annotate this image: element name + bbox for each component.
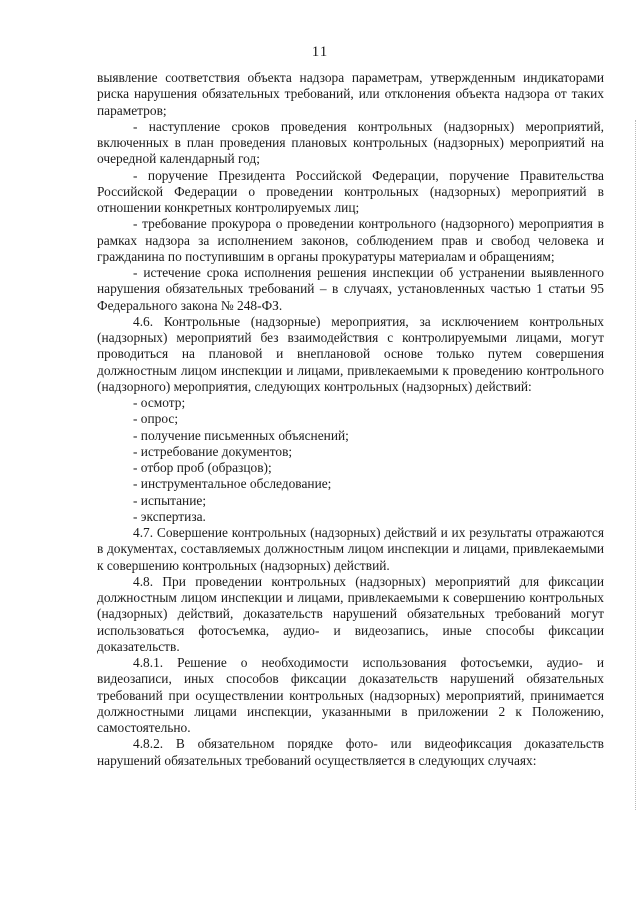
list-item: - истребование документов; bbox=[133, 443, 293, 459]
paragraph: 4.6. Контрольные (надзорные) мероприятия, за исключением контрольных (надзорных) мероприятий без взаимодействия с контролируемыми лицами, могут проводиться на плановой и внеплановой основе только путем совершения должностным лицом инспекции и лицами, привлекаемыми к проведению контрольного (надзорного) мероприятия, следующих контрольных (надзорных) действий: bbox=[97, 313, 604, 394]
scan-edge-artifact bbox=[634, 120, 636, 810]
paragraph: выявление соответствия объекта надзора параметрам, утвержденным индикаторами риска нарушения обязательных требований, или отклонения объекта надзора от таких параметров; bbox=[97, 70, 604, 118]
paragraph: 4.7. Совершение контрольных (надзорных) действий и их результаты отражаются в документах, составляемых должностным лицом инспекции и лицами, привлекаемыми к совершению контрольных (надзорных) действий. bbox=[97, 525, 604, 573]
list-item: - отбор проб (образцов); bbox=[133, 460, 272, 475]
list-item: - осмотр; bbox=[133, 395, 186, 410]
list-item: - экспертиза. bbox=[133, 508, 206, 524]
page-number: 11 bbox=[311, 44, 329, 60]
paragraph: 4.8. При проведении контрольных (надзорных) мероприятий для фиксации должностным лицом инспекции и лицами, привлекаемыми к совершению контрольных (надзорных) действий, доказательств нарушений обязательных требований могут использоваться фотосъемка, аудио- и видеозапись, иные способы фиксации доказательств. bbox=[97, 573, 604, 654]
paragraph: 4.8.2. В обязательном порядке фото- или видеофиксация доказательств нарушений обязательных требований осуществляется в следующих случаях: bbox=[97, 736, 604, 768]
paragraph: - истечение срока исполнения решения инспекции об устранении выявленного нарушения обязательных требований – в случаях, установленных частью 1 статьи 95 Федерального закона № 248-ФЗ. bbox=[97, 265, 604, 313]
paragraph: 4.8.1. Решение о необходимости использования фотосъемки, аудио- и видеозаписи, иных способов фиксации доказательств нарушений обязательных требований при осуществлении контрольных (надзорных) мероприятий, принимается должностными лицами инспекции, указанными в приложении 2 к Положению, самостоятельно. bbox=[97, 655, 604, 735]
list-item: - опрос; bbox=[133, 411, 179, 427]
list-item: - инструментальное обследование; bbox=[133, 476, 332, 492]
paragraph: - требование прокурора о проведении контрольного (надзорного) мероприятия в рамках надзора за исполнением законов, соблюдением прав и свобод человека и гражданина по поступившим в органы прокуратуры материалам и обращениям; bbox=[97, 216, 604, 264]
document-body bbox=[97, 70, 604, 769]
list-item: - испытание; bbox=[133, 492, 207, 508]
paragraph: - наступление сроков проведения контрольных (надзорных) мероприятий, включенных в план проведения плановых контрольных (надзорных) мероприятий на очередной календарный год; bbox=[97, 118, 604, 167]
list-item: - получение письменных объяснений; bbox=[133, 427, 349, 443]
paragraph: - поручение Президента Российской Федерации, поручение Правительства Российской Федерации о проведении контрольных (надзорных) мероприятий в отношении конкретных контролируемых лиц; bbox=[97, 167, 604, 215]
